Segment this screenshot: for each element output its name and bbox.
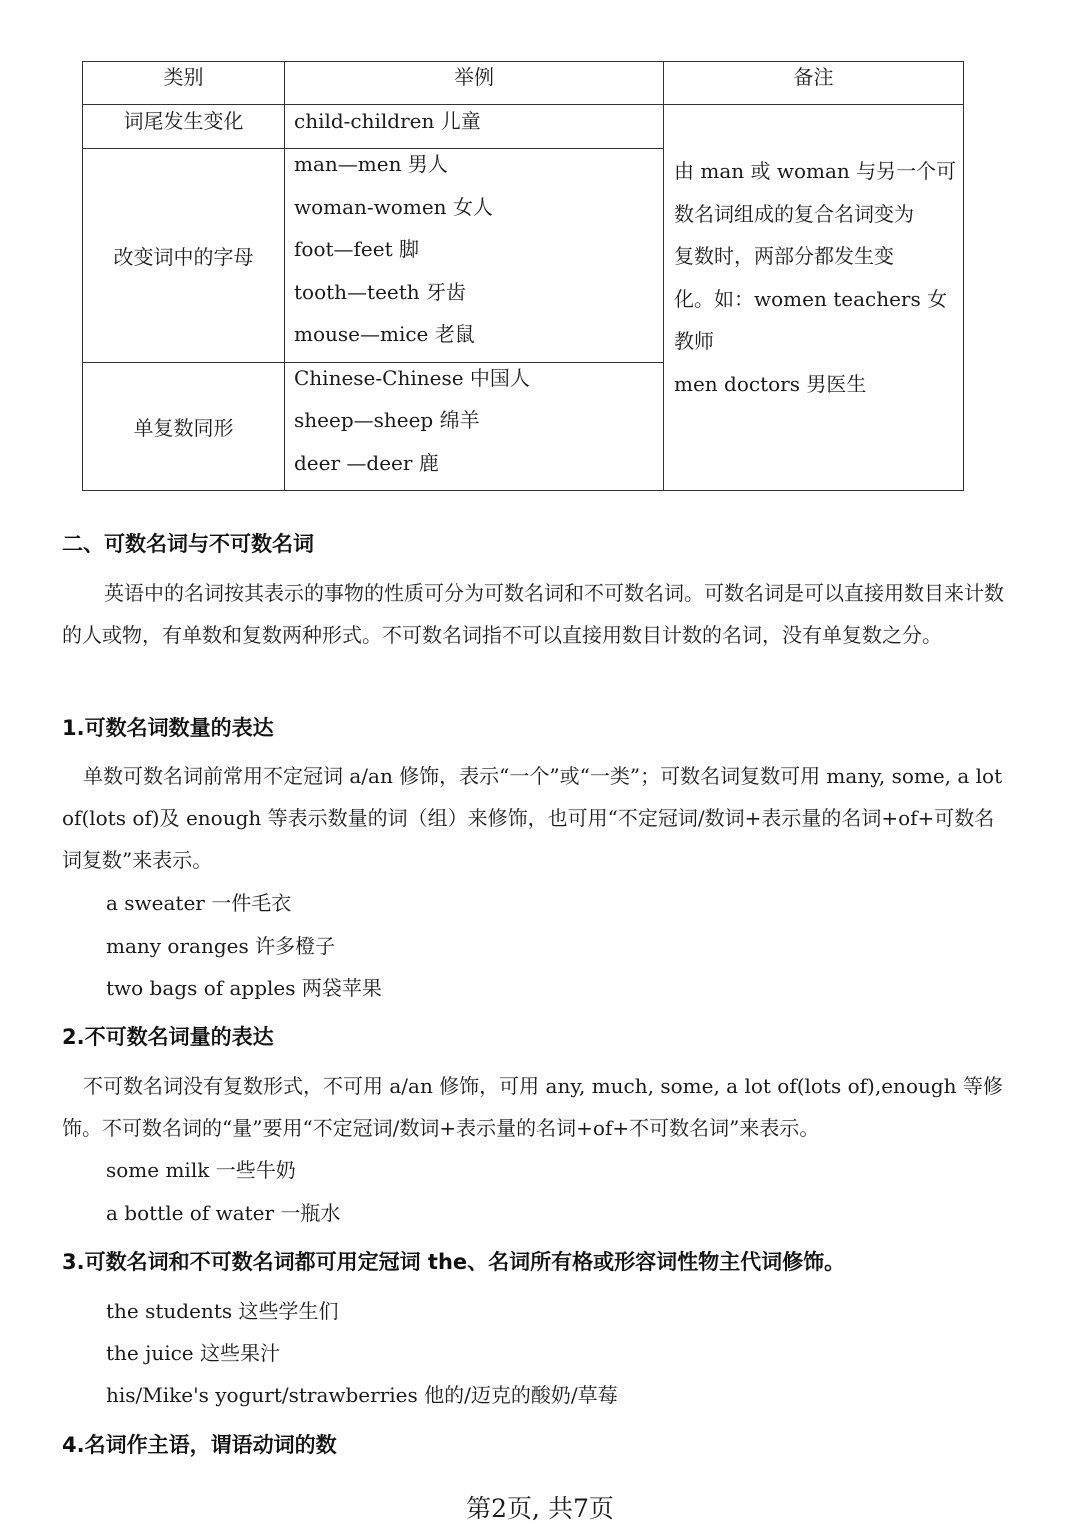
category-cell: 词尾发生变化: [83, 105, 285, 149]
subsection-heading: 1.可数名词数量的表达: [62, 716, 274, 740]
examples-cell: [285, 362, 664, 491]
example-line: mouse—mice 老鼠: [294, 322, 475, 346]
notes-cell: [664, 105, 964, 491]
example-line: some milk 一些牛奶: [106, 1158, 296, 1182]
table-header-notes: 备注: [664, 62, 964, 105]
subsection-heading: 4.名词作主语，谓语动词的数: [62, 1433, 337, 1457]
subsection-heading: 2.不可数名词量的表达: [62, 1025, 274, 1049]
example-line: child-children 儿童: [294, 109, 481, 133]
example-line: the juice 这些果汁: [106, 1341, 280, 1365]
example-line: a bottle of water 一瓶水: [106, 1201, 341, 1225]
note-line: men doctors 男医生: [674, 371, 867, 396]
section-heading: 二、可数名词与不可数名词: [62, 532, 314, 556]
example-line: sheep—sheep 绵羊: [294, 408, 480, 432]
example-line: his/Mike's yogurt/strawberries 他的/迈克的酸奶/草莓: [106, 1383, 618, 1407]
page-number-footer: 第2页, 共7页: [466, 1494, 614, 1523]
note-line: 教师: [674, 329, 714, 353]
subsection-paragraph: 单数可数名词前常用不定冠词 a/an 修饰，表示“一个”或“一类”；可数名词复数可用 many, some, a lot of(lots of)及 enough 等表示数量的词（组）来修饰，也可用“不定冠词/数词+表示量的名词+of+可数名词复数”来表示。: [62, 764, 1003, 872]
table-header-category: 类别: [83, 62, 285, 105]
example-line: man—men 男人: [294, 152, 448, 176]
example-line: many oranges 许多橙子: [106, 934, 336, 958]
subsection-paragraph: 不可数名词没有复数形式，不可用 a/an 修饰，可用 any, much, some, a lot of(lots of),enough 等修饰。不可数名词的“量”要用“不定冠词/数词+表示量的名词+of+不可数名词”来表示。: [62, 1074, 1003, 1140]
note-line: 数名词组成的复合名词变为: [674, 201, 914, 226]
example-line: a sweater 一件毛衣: [106, 891, 292, 915]
note-line: 复数时，两部分都发生变: [674, 244, 894, 268]
subsection-heading: 3.可数名词和不可数名词都可用定冠词 the、名词所有格或形容词性物主代词修饰。: [62, 1250, 846, 1274]
note-line: 由 man 或 woman 与另一个可: [674, 159, 957, 183]
example-line: woman-women 女人: [294, 194, 493, 219]
examples-cell: [285, 105, 664, 149]
section-intro-paragraph: 英语中的名词按其表示的事物的性质可分为可数名词和不可数名词。可数名词是可以直接用数目来计数的人或物，有单数和复数两种形式。不可数名词指不可以直接用数目计数的名词，没有单复数之分。: [62, 581, 1004, 647]
noun-plural-table: [82, 61, 964, 491]
example-line: foot—feet 脚: [294, 237, 419, 261]
note-line: 化。如：women teachers 女: [674, 286, 948, 311]
example-line: deer —deer 鹿: [294, 450, 439, 475]
table-header-examples: 举例: [285, 62, 664, 105]
table-row: [83, 105, 964, 149]
example-line: tooth—teeth 牙齿: [294, 279, 467, 304]
examples-cell: [285, 149, 664, 363]
category-cell: 单复数同形: [83, 362, 285, 491]
example-line: two bags of apples 两袋苹果: [106, 976, 382, 1000]
category-cell: 改变词中的字母: [83, 149, 285, 363]
table-header-row: [83, 62, 964, 105]
example-line: Chinese-Chinese 中国人: [294, 365, 530, 390]
example-line: the students 这些学生们: [106, 1299, 339, 1323]
